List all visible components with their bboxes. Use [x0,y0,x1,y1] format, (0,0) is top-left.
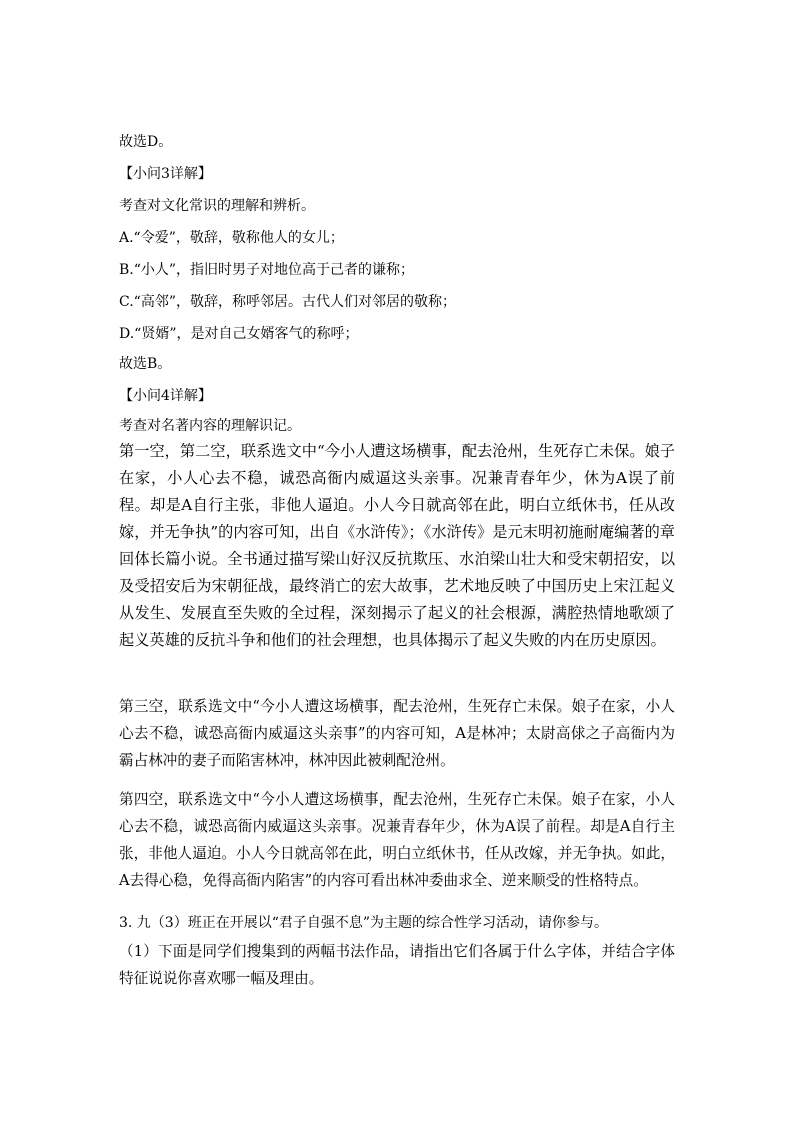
blank-1-2-explanation: 第一空，第二空，联系选文中“今小人遭这场横事，配去沧州，生死存亡未保。娘子在家，小人心去不稳，诚恐高衙内威逼这头亲事。况兼青春年少，休为A误了前程。却是A自行主张，非他人逼迫。小人今日就高邻在此，明白立纸休书，任从改嫁，并无争执”的内容可知，出自《水浒传》；《水浒传》是元末明初施耐庵编著的章回体长篇小说。全书通过描写梁山好汉反抗欺压、水泊梁山壮大和受宋朝招安，以及受招安后为宋朝征战，最终消亡的宏大故事，艺术地反映了中国历史上宋江起义从发生、发展直至失败的全过程，深刻揭示了起义的社会根源，满腔热情地歌颂了起义英雄的反抗斗争和他们的社会理想，也具体揭示了起义失败的内在历史原因。 [119,442,675,649]
option-d-line: D.“贤婿”，是对自己女婿客气的称呼； [119,326,359,342]
blank-3-explanation: 第三空，联系选文中“今小人遭这场横事，配去沧州，生死存亡未保。娘子在家，小人心去不稳，诚恐高衙内威逼这头亲事”的内容可知，A是林冲；太尉高俅之子高衙内为霸占林冲的妻子而陷害林冲，林冲因此被刺配沧州。 [119,698,675,769]
option-b-line: B.“小人”，指旧时男子对地位高于己者的谦称； [119,262,415,278]
option-c-line: C.“高邻”，敬辞，称呼邻居。古代人们对邻居的敬称； [119,294,456,310]
blank-4-explanation: 第四空，联系选文中“今小人遭这场横事，配去沧州，生死存亡未保。娘子在家，小人心去不稳，诚恐高衙内威逼这头亲事。况兼青春年少，休为A误了前程。却是A自行主张，非他人逼迫。小人今日就高邻在此，明白立纸休书，任从改嫁，并无争执。如此，A去得心稳，免得高衙内陷害”的内容可看出林冲委曲求全、逆来顺受的性格特点。 [119,791,675,889]
answer-b-line: 故选B。 [119,356,172,372]
answer-d-line: 故选D。 [119,134,173,150]
q3-intro-line: 考查对文化常识的理解和辨析。 [119,198,315,214]
q4-intro-line: 考查对名著内容的理解识记。 [119,418,301,434]
option-a-line: A.“令爱”，敬辞，敬称他人的女儿； [119,230,344,246]
sub-question-3-heading: 【小问3详解】 [119,166,212,182]
question-3-title: 3. 九（3）班正在开展以“君子自强不息”为主题的综合性学习活动，请你参与。 [119,915,609,931]
question-3-part-1: （1）下面是同学们搜集到的两幅书法作品，请指出它们各属于什么字体，并结合字体特征说说你喜欢哪一幅及理由。 [119,943,675,987]
sub-question-4-heading: 【小问4详解】 [119,388,212,404]
